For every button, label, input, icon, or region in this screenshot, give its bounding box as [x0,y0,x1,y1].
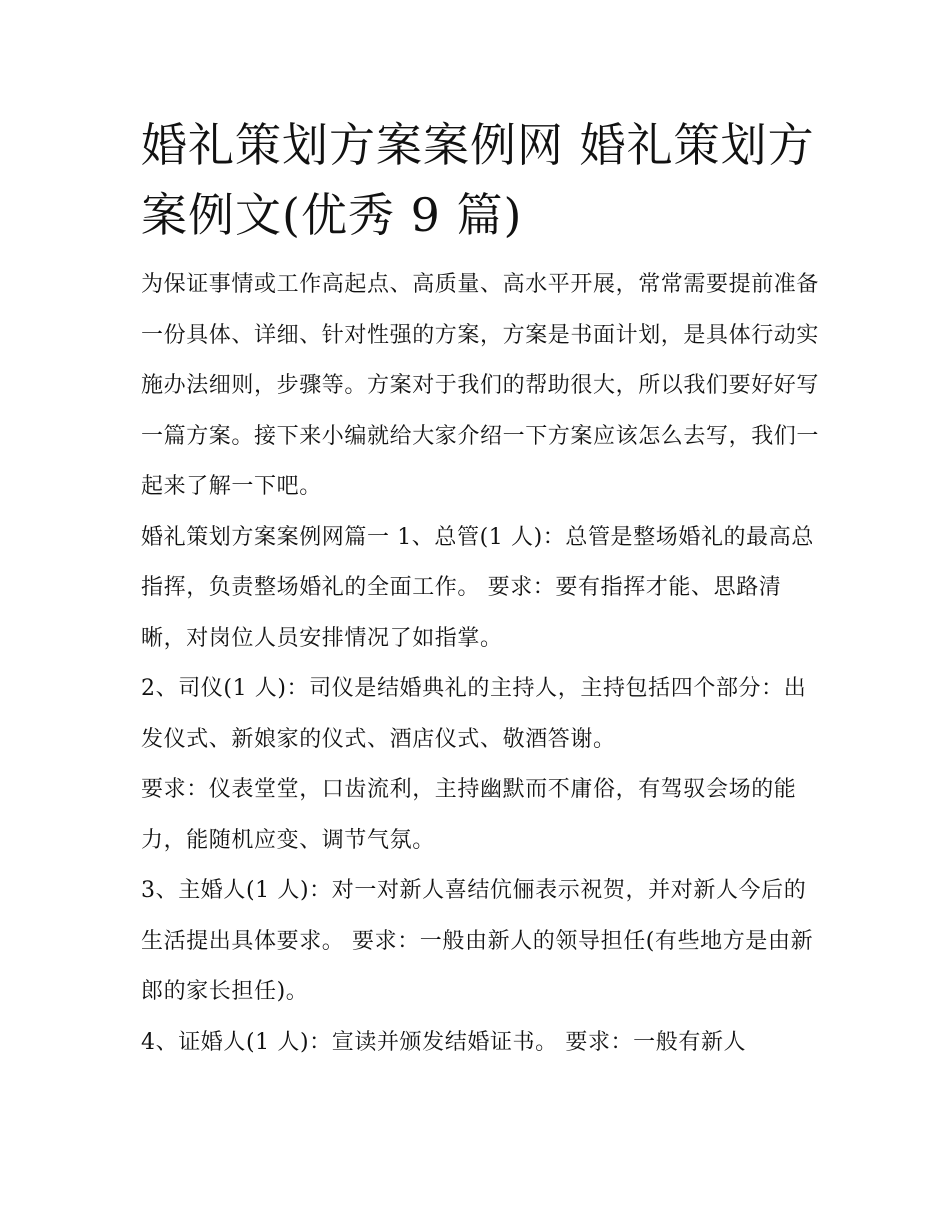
item-3-paragraph: 3、主婚人(1 人)：对一对新人喜结伉俪表示祝贺，并对新人今后的生活提出具体要求。 要求：一般由新人的领导担任(有些地方是由新郎的家长担任)。 [141,878,814,1004]
item-4-paragraph: 4、证婚人(1 人)：宣读并颁发结婚证书。 要求：一般有新人 [141,1029,747,1055]
item-2-requirements-paragraph: 要求：仪表堂堂，口齿流利，主持幽默而不庸俗，有驾驭会场的能力，能随机应变、调节气氛。 [141,777,797,853]
item-2-paragraph: 2、司仪(1 人)：司仪是结婚典礼的主持人，主持包括四个部分：出发仪式、新娘家的仪式、酒店仪式、敬酒答谢。 [141,676,807,752]
section-1-paragraph: 婚礼策划方案案例网篇一 1、总管(1 人)：总管是整场婚礼的最高总指挥，负责整场婚礼的全面工作。 要求：要有指挥才能、思路清晰，对岗位人员安排情况了如指掌。 [141,524,814,651]
document-title: 婚礼策划方案案例网 婚礼策划方案例文(优秀 9 篇) [141,118,815,242]
intro-paragraph: 为保证事情或工作高起点、高质量、高水平开展，常常需要提前准备一份具体、详细、针对性强的方案，方案是书面计划，是具体行动实施办法细则，步骤等。方案对于我们的帮助很大，所以我们要好好写一篇方案。接下来小编就给大家介绍一下方案应该怎么去写，我们一起来了解一下吧。 [141,272,820,499]
document-body [141,110,821,1068]
